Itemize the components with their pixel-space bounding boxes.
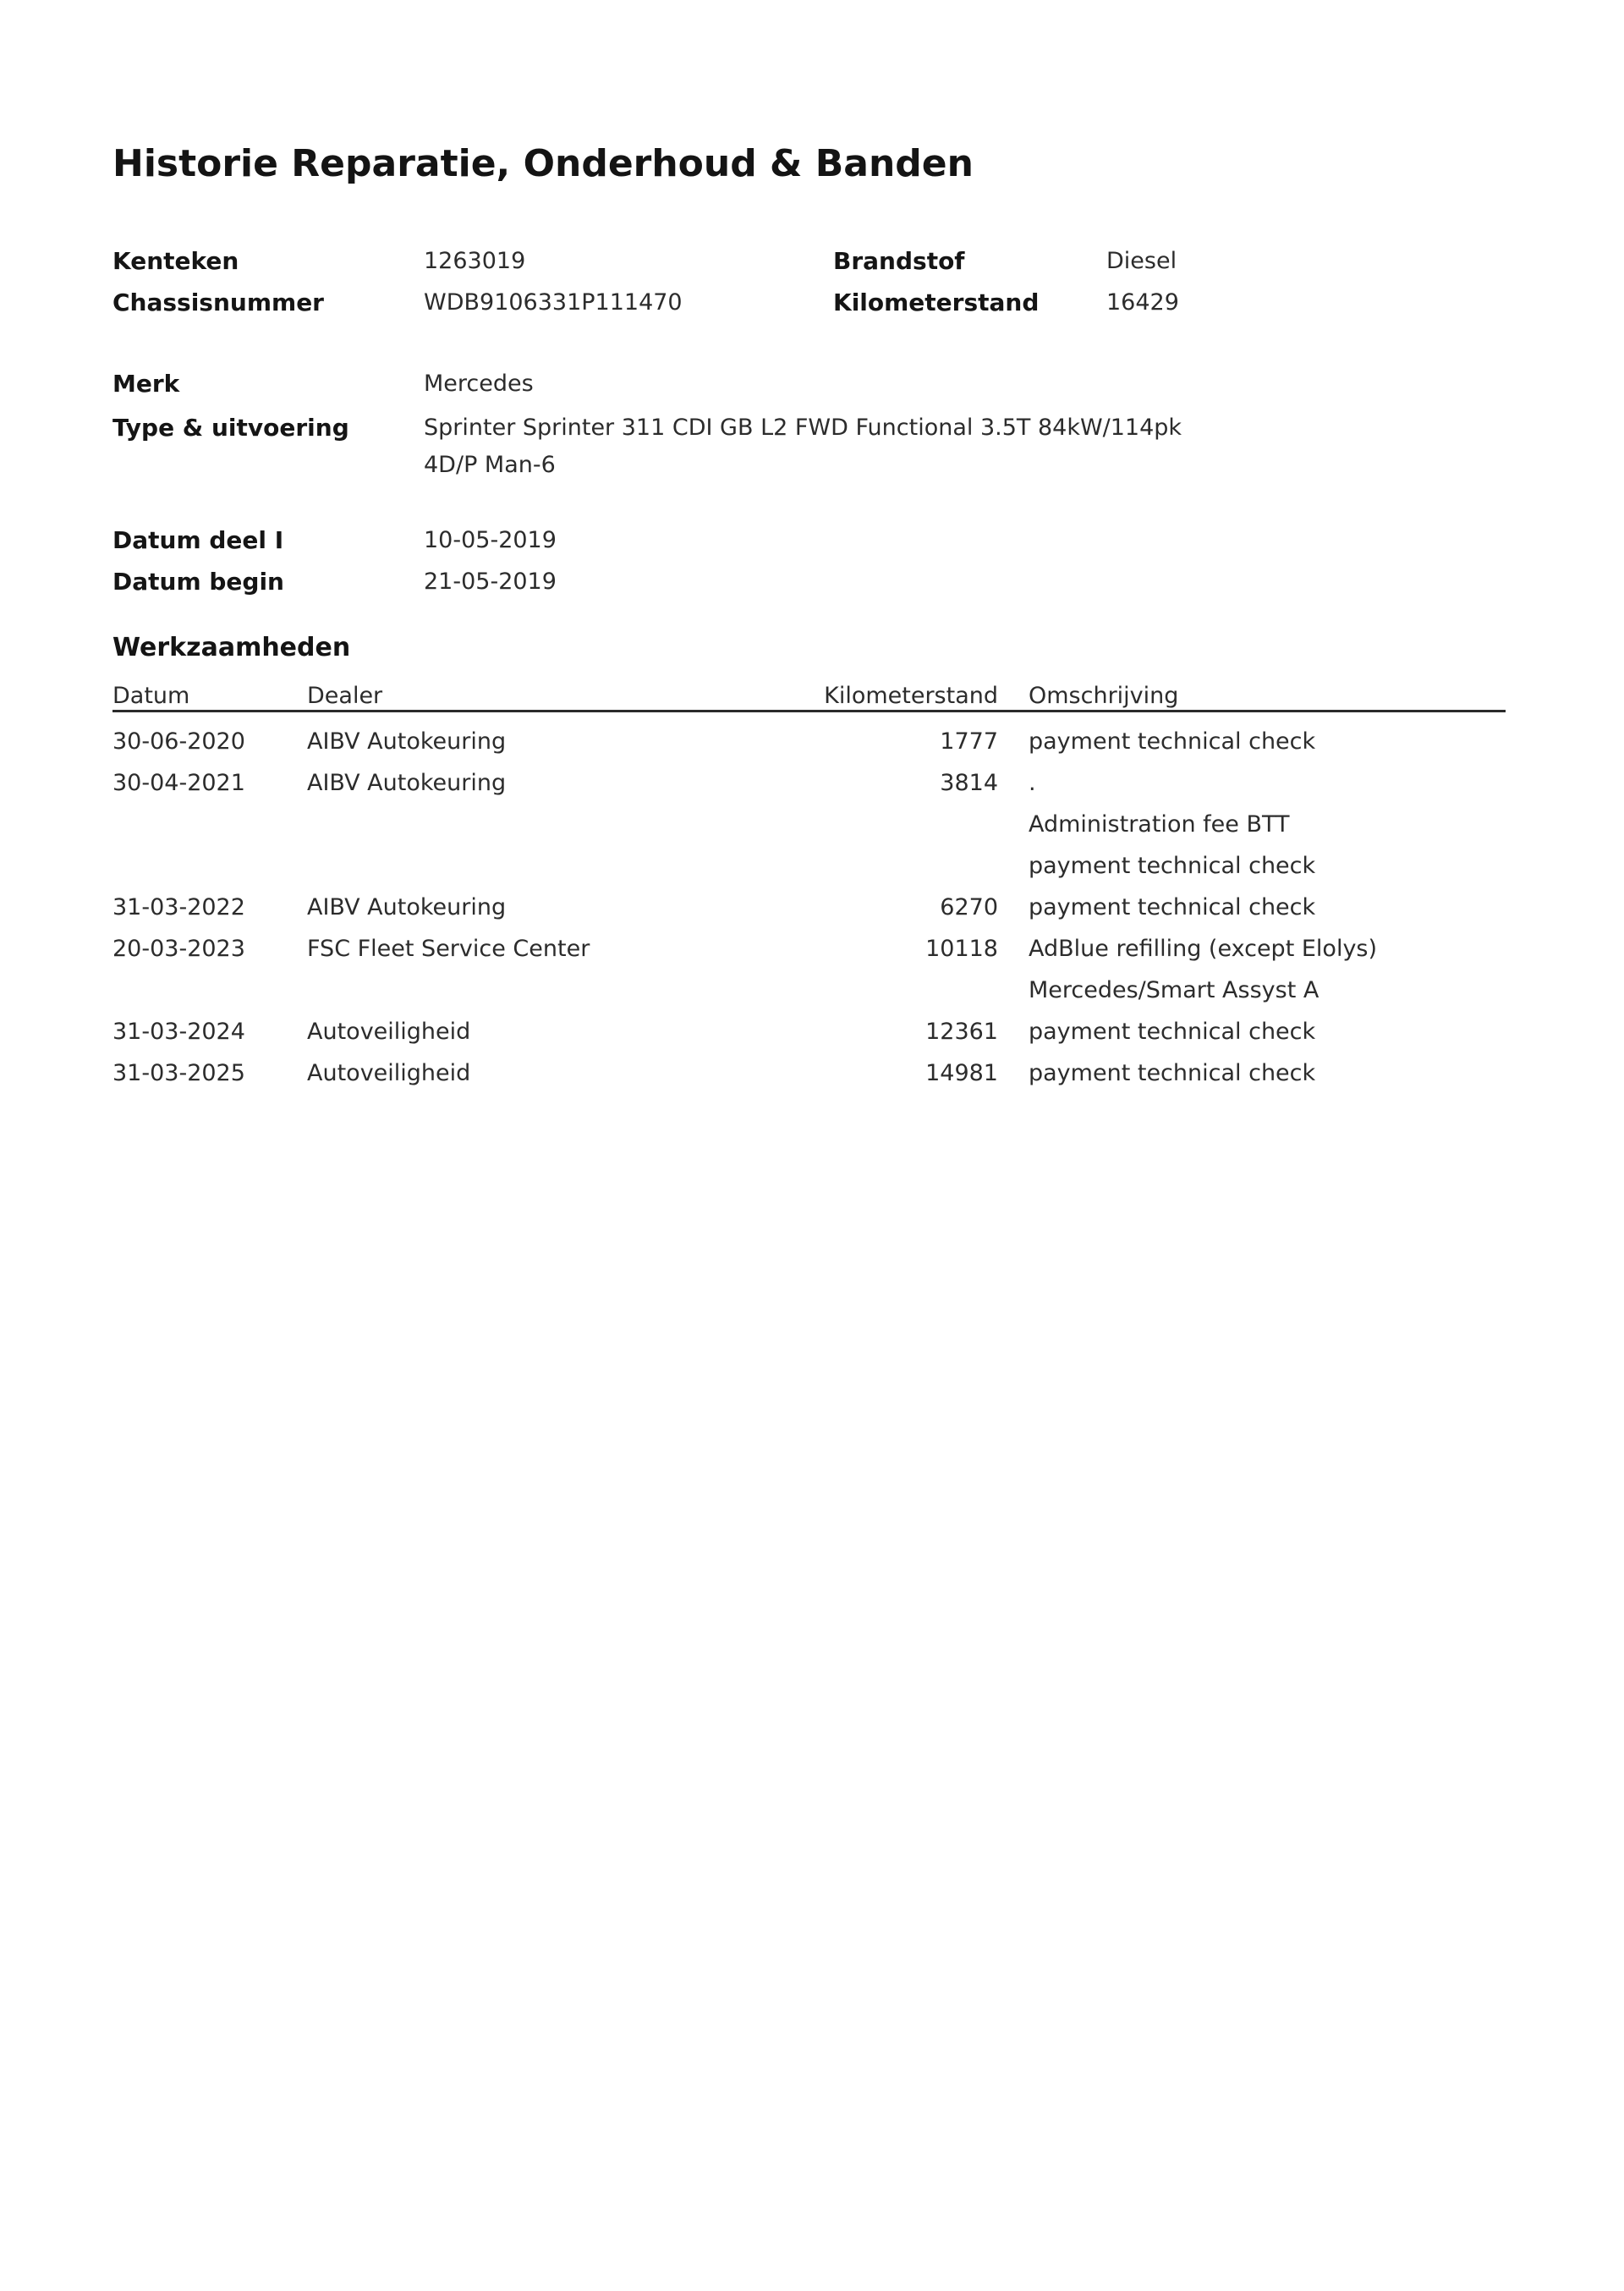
datum-begin-label: Datum begin <box>112 568 284 596</box>
type-uitvoering-value-line1: Sprinter Sprinter 311 CDI GB L2 FWD Functional 3.5T 84kW/114pk <box>424 415 1182 441</box>
type-uitvoering-value-line2: 4D/P Man-6 <box>424 452 556 478</box>
cell-kilometerstand: 1777 <box>940 728 998 755</box>
cell-datum: 31-03-2025 <box>112 1060 245 1086</box>
cell-datum: 31-03-2022 <box>112 894 245 920</box>
brandstof-label: Brandstof <box>833 247 965 275</box>
table-header-row <box>112 682 1506 711</box>
cell-datum: 30-06-2020 <box>112 728 245 755</box>
table-row <box>112 845 1506 887</box>
table-row <box>112 1011 1506 1052</box>
column-header-datum: Datum <box>112 683 190 709</box>
table-row <box>112 928 1506 970</box>
cell-omschrijving: payment technical check <box>1029 1019 1316 1045</box>
chassisnummer-label: Chassisnummer <box>112 288 324 316</box>
cell-kilometerstand: 14981 <box>925 1060 998 1086</box>
table-header-rule <box>112 710 1506 712</box>
kilometerstand-value: 16429 <box>1106 289 1179 316</box>
info-row-type-uitvoering <box>0 409 1624 487</box>
cell-omschrijving: Administration fee BTT <box>1029 811 1290 838</box>
table-row <box>112 970 1506 1011</box>
cell-kilometerstand: 3814 <box>940 770 998 796</box>
info-row-chassisnummer-kilometerstand <box>0 288 1624 319</box>
cell-dealer: Autoveiligheid <box>307 1019 471 1045</box>
info-row-kenteken-brandstof <box>0 247 1624 277</box>
cell-omschrijving: payment technical check <box>1029 728 1316 755</box>
merk-value: Mercedes <box>424 371 534 397</box>
table-row <box>112 804 1506 845</box>
cell-dealer: FSC Fleet Service Center <box>307 936 590 962</box>
info-row-datum-begin <box>0 568 1624 598</box>
column-header-omschrijving: Omschrijving <box>1029 683 1179 709</box>
cell-omschrijving: payment technical check <box>1029 853 1316 879</box>
page-title: Historie Reparatie, Onderhoud & Banden <box>112 142 974 185</box>
column-header-kilometerstand: Kilometerstand <box>824 683 998 709</box>
type-uitvoering-label: Type & uitvoering <box>112 414 349 442</box>
cell-dealer: AIBV Autokeuring <box>307 728 507 755</box>
table-row <box>112 887 1506 928</box>
cell-dealer: Autoveiligheid <box>307 1060 471 1086</box>
chassisnummer-value: WDB9106331P111470 <box>424 289 683 316</box>
cell-kilometerstand: 10118 <box>925 936 998 962</box>
werkzaamheden-table <box>112 721 1506 1094</box>
cell-omschrijving: . <box>1029 770 1036 796</box>
cell-omschrijving: AdBlue refilling (except Elolys) <box>1029 936 1378 962</box>
cell-omschrijving: payment technical check <box>1029 894 1316 920</box>
werkzaamheden-heading: Werkzaamheden <box>112 633 351 662</box>
cell-kilometerstand: 6270 <box>940 894 998 920</box>
cell-omschrijving: payment technical check <box>1029 1060 1316 1086</box>
table-row <box>112 721 1506 762</box>
cell-datum: 30-04-2021 <box>112 770 245 796</box>
cell-kilometerstand: 12361 <box>925 1019 998 1045</box>
type-uitvoering-value <box>424 409 1182 484</box>
table-row <box>112 762 1506 804</box>
datum-deel-1-label: Datum deel I <box>112 526 284 554</box>
table-row <box>112 1052 1506 1094</box>
datum-begin-value: 21-05-2019 <box>424 569 557 595</box>
column-header-dealer: Dealer <box>307 683 383 709</box>
kenteken-value: 1263019 <box>424 248 526 274</box>
brandstof-value: Diesel <box>1106 248 1177 274</box>
cell-datum: 31-03-2024 <box>112 1019 245 1045</box>
cell-datum: 20-03-2023 <box>112 936 245 962</box>
cell-dealer: AIBV Autokeuring <box>307 894 507 920</box>
datum-deel-1-value: 10-05-2019 <box>424 527 557 553</box>
kilometerstand-label: Kilometerstand <box>833 288 1040 316</box>
cell-dealer: AIBV Autokeuring <box>307 770 507 796</box>
info-row-merk <box>0 370 1624 400</box>
kenteken-label: Kenteken <box>112 247 239 275</box>
info-row-datum-deel-1 <box>0 526 1624 557</box>
merk-label: Merk <box>112 370 180 398</box>
cell-omschrijving: Mercedes/Smart Assyst A <box>1029 977 1320 1003</box>
